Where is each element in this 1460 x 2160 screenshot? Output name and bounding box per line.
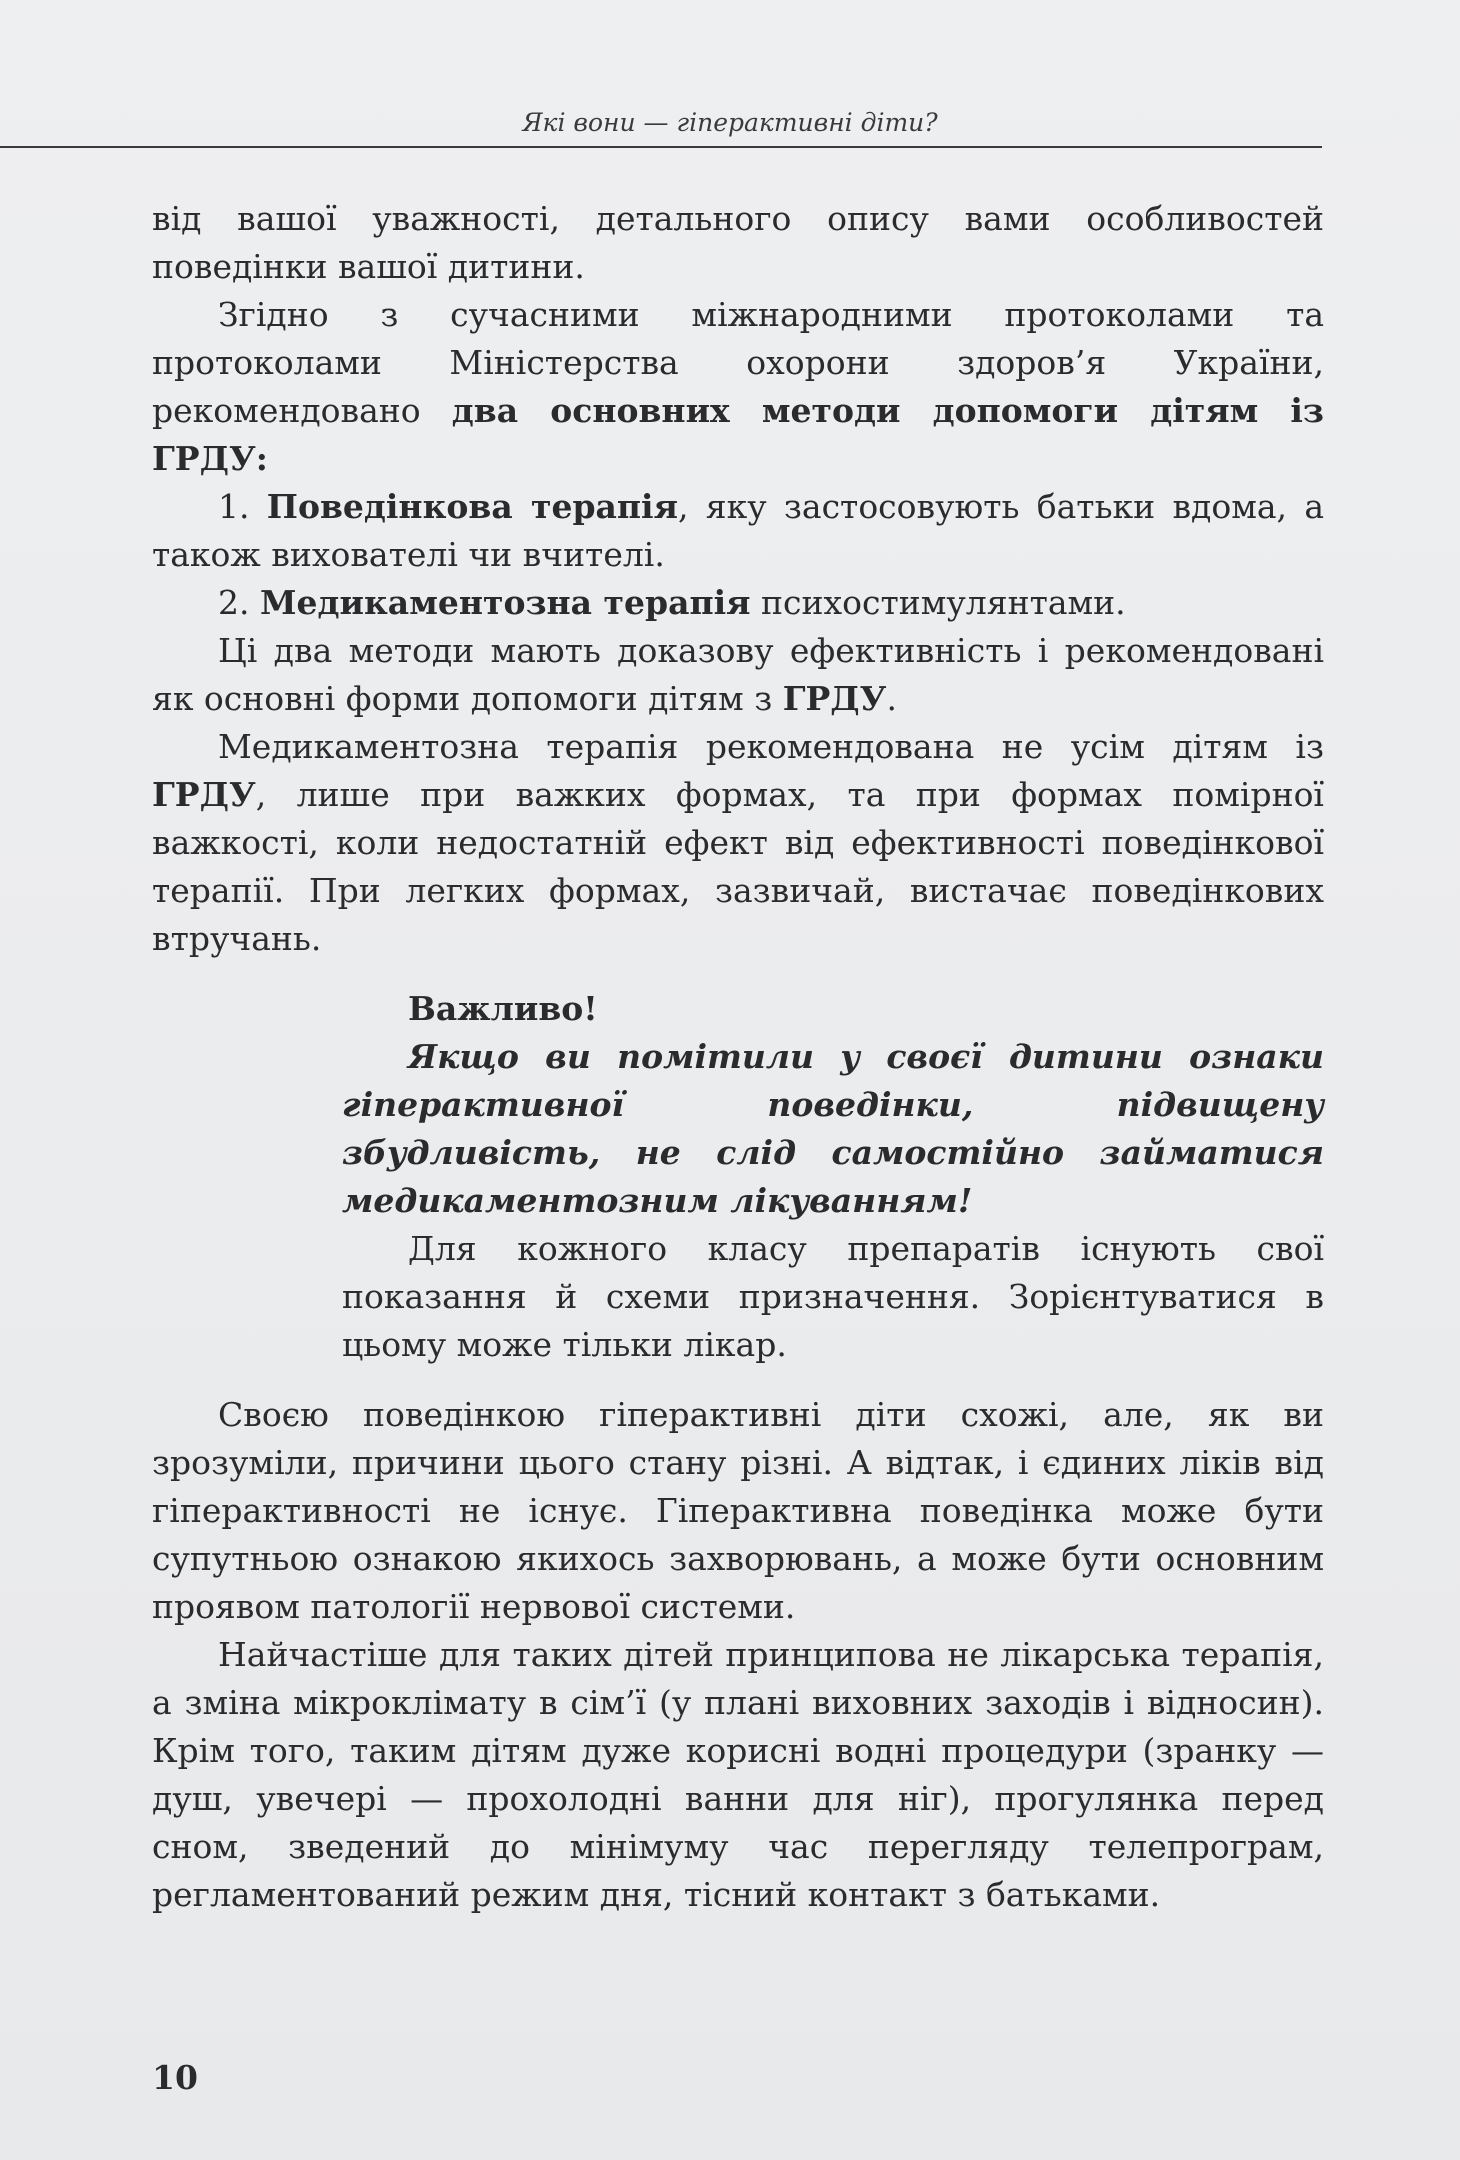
list-item-term: Медикаментозна терапія xyxy=(259,583,751,622)
running-header xyxy=(0,104,1322,148)
list-item-description: , яку застосовують батьки вдома, а також вихователі чи вчителі. xyxy=(152,487,1324,574)
page-number: 10 xyxy=(152,2058,198,2097)
running-header-title: Які вони — гіперактивні діти? xyxy=(522,108,938,137)
paragraph-two-methods-text: Ці два методи мають доказову ефективність і рекомендовані як основні форми допомоги дітям з xyxy=(152,631,1324,718)
paragraph-two-methods xyxy=(152,627,1324,723)
paragraph-two-methods-end: . xyxy=(886,679,897,718)
callout-note: Для кожного класу препаратів існують свої показання й схеми призначення. Зорієнтуватися в цьому може тільки лікар. xyxy=(342,1229,1324,1364)
paragraph-two-methods-bold: ГРДУ xyxy=(782,679,887,718)
list-item-number: 1. xyxy=(218,487,267,526)
callout-heading: Важливо! xyxy=(408,989,598,1028)
list-item-number: 2. xyxy=(218,583,260,622)
paragraph-medication-end: , лише при важких формах, та при формах помірної важкості, коли недостатній ефект від ефективності поведінкової терапії. При легких формах, зазвичай, вистачає поведінкових втручань. xyxy=(152,775,1324,958)
paragraph-protocols-text: Згідно з сучасними міжнародними протоколами та протоколами Міністерства охорони здоров’я України, рекомендовано xyxy=(152,295,1324,430)
paragraph-continuation: від вашої уважності, детального опису вами особливостей поведінки вашої дитини. xyxy=(152,199,1324,286)
paragraph-behavior-causes: Своєю поведінкою гіперактивні діти схожі, але, як ви зрозуміли, причини цього стану різні. А відтак, і єдиних ліків від гіперактивності не існує. Гіперактивна поведінка може бути супутньою ознакою якихось захворювань, а може бути основним проявом патології нервової системи. xyxy=(152,1395,1324,1626)
list-item-term: Поведінкова терапія xyxy=(266,487,678,526)
paragraph-protocols-bold: два основних методи допомоги дітям із ГРДУ: xyxy=(152,391,1324,478)
paragraph-medication-bold: ГРДУ xyxy=(152,775,256,814)
list-item-description: психостимулянтами. xyxy=(750,583,1126,622)
paragraph-medication-recommendation xyxy=(152,723,1324,963)
paragraph-family-climate: Найчастіше для таких дітей принципова не лікарська терапія, а зміна мікроклімату в сім’ї (у плані виховних заходів і відносин). Крім того, таким дітям дуже корисні водні процедури (зранку — душ, увечері — прохолодні ванни для ніг), прогулянка перед сном, зведений до мінімуму час перегляду телепрограм, регламентований режим дня, тісний контакт з батьками. xyxy=(152,1635,1324,1914)
list-item-medication-therapy xyxy=(152,579,1324,627)
important-callout xyxy=(342,985,1324,1369)
body-text xyxy=(152,195,1324,1919)
callout-warning: Якщо ви помітили у своєї дитини ознаки гіперактивної поведінки, підвищену збудливість, не слід самостійно займатися медикаментозним лікуванням! xyxy=(342,1037,1324,1220)
paragraph-protocols xyxy=(152,291,1324,483)
paragraph-medication-text: Медикаментозна терапія рекомендована не усім дітям із xyxy=(218,727,1324,766)
list-item-behavioral-therapy xyxy=(152,483,1324,579)
